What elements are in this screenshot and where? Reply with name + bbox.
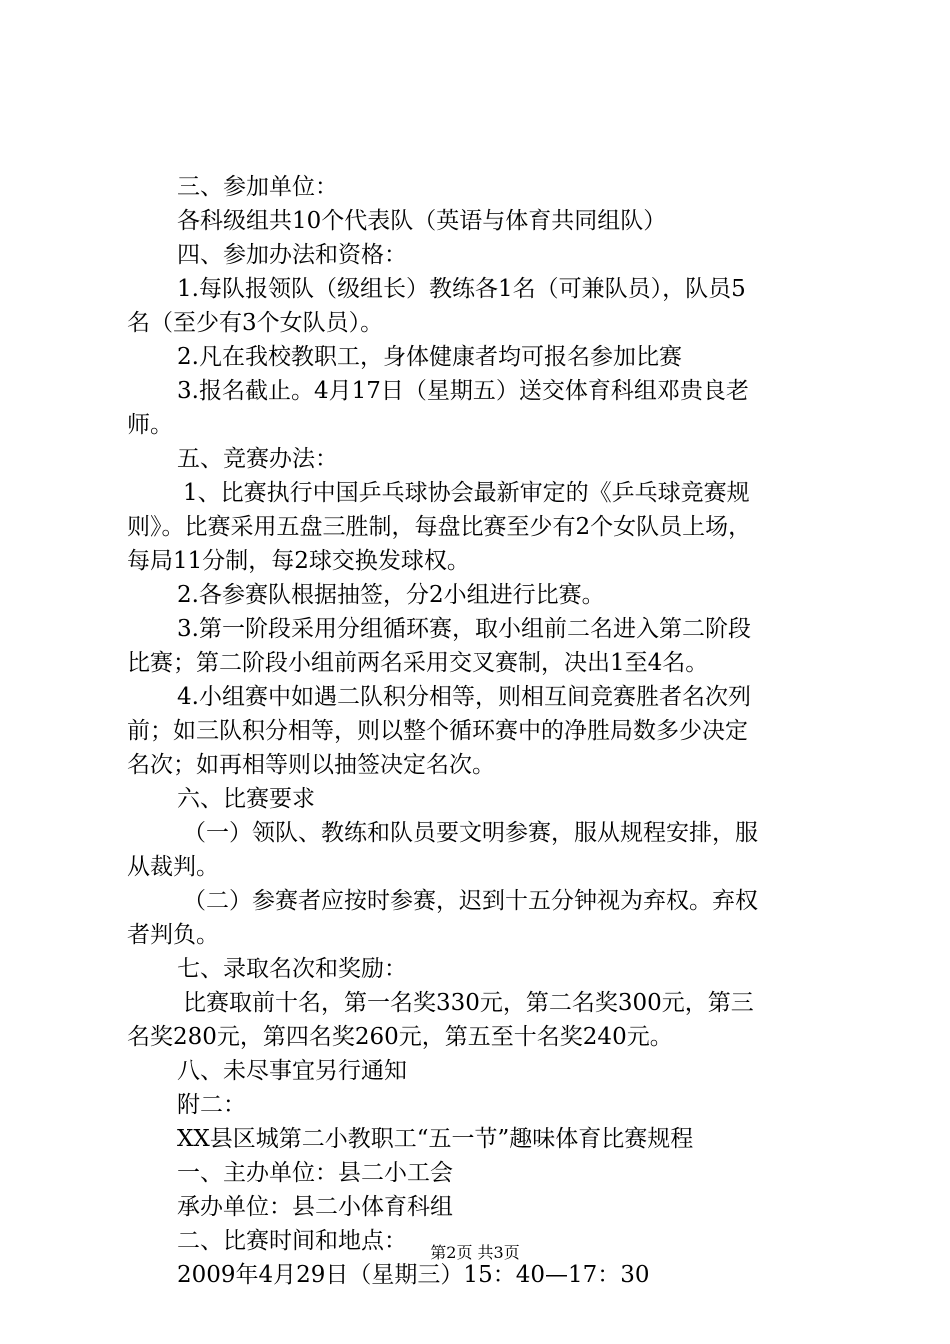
- paragraph-line: 名次；如再相等则以抽签决定名次。: [127, 752, 495, 778]
- paragraph-line: 每局11分制，每2球交换发球权。: [127, 548, 470, 574]
- paragraph-line: （二）参赛者应按时参赛，迟到十五分钟视为弃权。弃权: [183, 888, 758, 914]
- paragraph-line: 3.第一阶段采用分组循环赛，取小组前二名进入第二阶段: [177, 616, 751, 642]
- appendix-title: XX县区城第二小教职工“五一节”趣味体育比赛规程: [177, 1126, 694, 1152]
- paragraph-line: 师。: [127, 412, 173, 438]
- paragraph-line: 2009年4月29日（星期三）15：40—17：30: [177, 1262, 650, 1288]
- document-body: [127, 170, 837, 1292]
- section-heading-method: 四、参加办法和资格：: [177, 242, 407, 268]
- paragraph-line: 名（至少有3个女队员）。: [127, 310, 384, 336]
- section-heading-misc: 八、未尽事宜另行通知: [177, 1058, 407, 1084]
- section-heading-requirements: 六、比赛要求: [177, 786, 315, 812]
- paragraph-line: 名奖280元，第四名奖260元，第五至十名奖240元。: [127, 1024, 673, 1050]
- paragraph-line: 4.小组赛中如遇二队积分相等，则相互间竞赛胜者名次列: [177, 684, 751, 710]
- section-heading-awards: 七、录取名次和奖励：: [177, 956, 407, 982]
- paragraph-line: 比赛；第二阶段小组前两名采用交叉赛制，决出1至4名。: [127, 650, 709, 676]
- paragraph-line: 2.各参赛队根据抽签，分2小组进行比赛。: [177, 582, 605, 608]
- paragraph-line: 则》。比赛采用五盘三胜制，每盘比赛至少有2个女队员上场，: [127, 514, 752, 540]
- paragraph-line: （一）领队、教练和队员要文明参赛，服从规程安排，服: [183, 820, 758, 846]
- paragraph-line: 1.每队报领队（级组长）教练各1名（可兼队员），队员5: [177, 276, 746, 302]
- appendix-label: 附二：: [177, 1092, 246, 1118]
- section-heading-participants: 三、参加单位：: [177, 174, 338, 200]
- paragraph-line: 从裁判。: [127, 854, 219, 880]
- section-heading-time-place: 二、比赛时间和地点：: [177, 1228, 407, 1254]
- paragraph-line: 各科级组共10个代表队（英语与体育共同组队）: [177, 208, 667, 234]
- section-heading-competition: 五、竞赛办法：: [177, 446, 338, 472]
- paragraph-line: 1、比赛执行中国乒乓球协会最新审定的《乒乓球竞赛规: [183, 480, 750, 506]
- paragraph-line: 3.报名截止。4月17日（星期五）送交体育科组邓贵良老: [177, 378, 749, 404]
- paragraph-line: 前；如三队积分相等，则以整个循环赛中的净胜局数多少决定: [127, 718, 748, 744]
- paragraph-line: 比赛取前十名，第一名奖330元，第二名奖300元，第三: [183, 990, 754, 1016]
- paragraph-line: 承办单位：县二小体育科组: [177, 1194, 453, 1220]
- paragraph-line: 者判负。: [127, 922, 219, 948]
- paragraph-line: 2.凡在我校教职工，身体健康者均可报名参加比赛: [177, 344, 682, 370]
- page-footer: 第2页 共3页: [430, 1243, 520, 1262]
- section-heading-organizer: 一、主办单位：县二小工会: [177, 1160, 453, 1186]
